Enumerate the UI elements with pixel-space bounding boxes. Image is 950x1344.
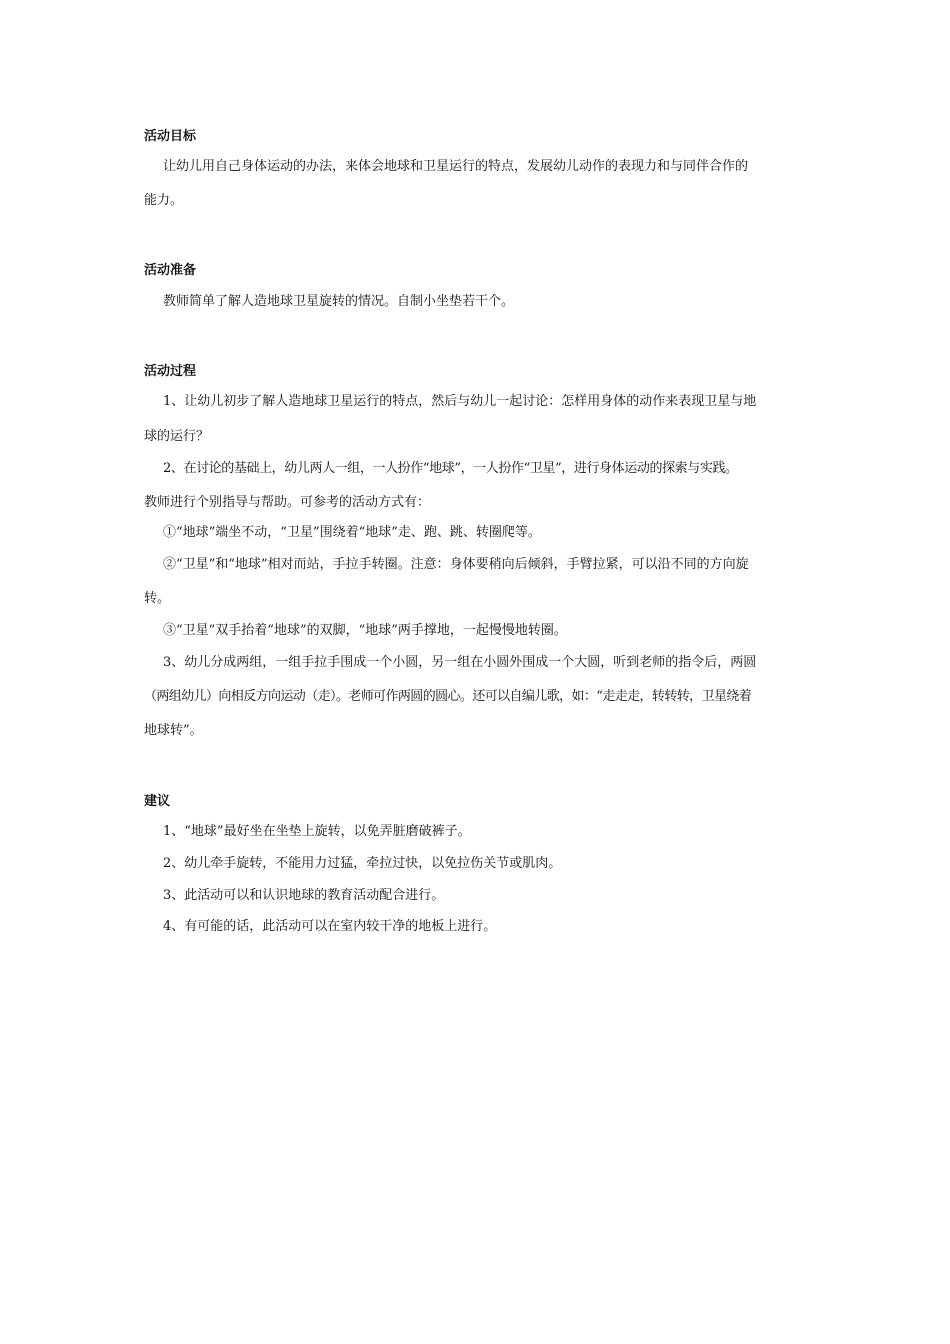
section-process-line: ②“卫星”和“地球”相对而站，手拉手转圈。注意：身体要稍向后倾斜，手臂拉紧，可以沿不同的方向旋 — [163, 557, 749, 572]
section-goal-title: 活动目标 — [144, 129, 197, 144]
section-process-line: （两组幼儿）向相反方向运动（走）。老师可作两圆的圆心。还可以自编儿歌，如：“走走走，转转转，卫星绕着 — [144, 689, 752, 704]
section-advice-line: 1、“地球”最好坐在坐垫上旋转，以免弄脏磨破裤子。 — [163, 824, 471, 839]
section-advice-line: 3、此活动可以和认识地球的教育活动配合进行。 — [163, 888, 445, 903]
section-process-line: 2、在讨论的基础上，幼儿两人一组，一人扮作“地球”，一人扮作“卫星”，进行身体运动的探索与实践。 — [163, 461, 738, 476]
section-advice-line: 4、有可能的话，此活动可以在室内较干净的地板上进行。 — [163, 919, 497, 934]
section-process-line: 转。 — [144, 591, 171, 606]
section-process-line: 地球转”。 — [144, 723, 203, 738]
section-advice-title: 建议 — [144, 794, 171, 809]
section-process-line: ③“卫星”双手抬着“地球”的双脚，“地球”两手撑地，一起慢慢地转圈。 — [163, 623, 567, 638]
section-process-line: 球的运行？ — [144, 429, 210, 444]
section-prep-line: 教师简单了解人造地球卫星旋转的情况。自制小坐垫若干个。 — [163, 294, 515, 309]
section-prep-title: 活动准备 — [144, 263, 197, 278]
section-process-line: 1、让幼儿初步了解人造地球卫星运行的特点，然后与幼儿一起讨论：怎样用身体的动作来表现卫星与地 — [163, 394, 757, 409]
section-process-line: ①“地球”端坐不动，“卫星”围绕着“地球”走、跑、跳、转圈爬等。 — [163, 525, 541, 540]
section-goal-line: 能力。 — [144, 193, 184, 208]
section-goal-line: 让幼儿用自己身体运动的办法，来体会地球和卫星运行的特点，发展幼儿动作的表现力和与同伴合作的 — [163, 159, 749, 174]
section-advice-line: 2、幼儿牵手旋转，不能用力过猛，牵拉过快，以免拉伤关节或肌肉。 — [163, 856, 562, 871]
section-process-title: 活动过程 — [144, 364, 197, 379]
section-process-line: 3、幼儿分成两组，一组手拉手围成一个小圆，另一组在小圆外围成一个大圆，听到老师的指令后，两圆 — [163, 655, 757, 670]
section-process-line: 教师进行个别指导与帮助。可参考的活动方式有： — [144, 495, 431, 510]
